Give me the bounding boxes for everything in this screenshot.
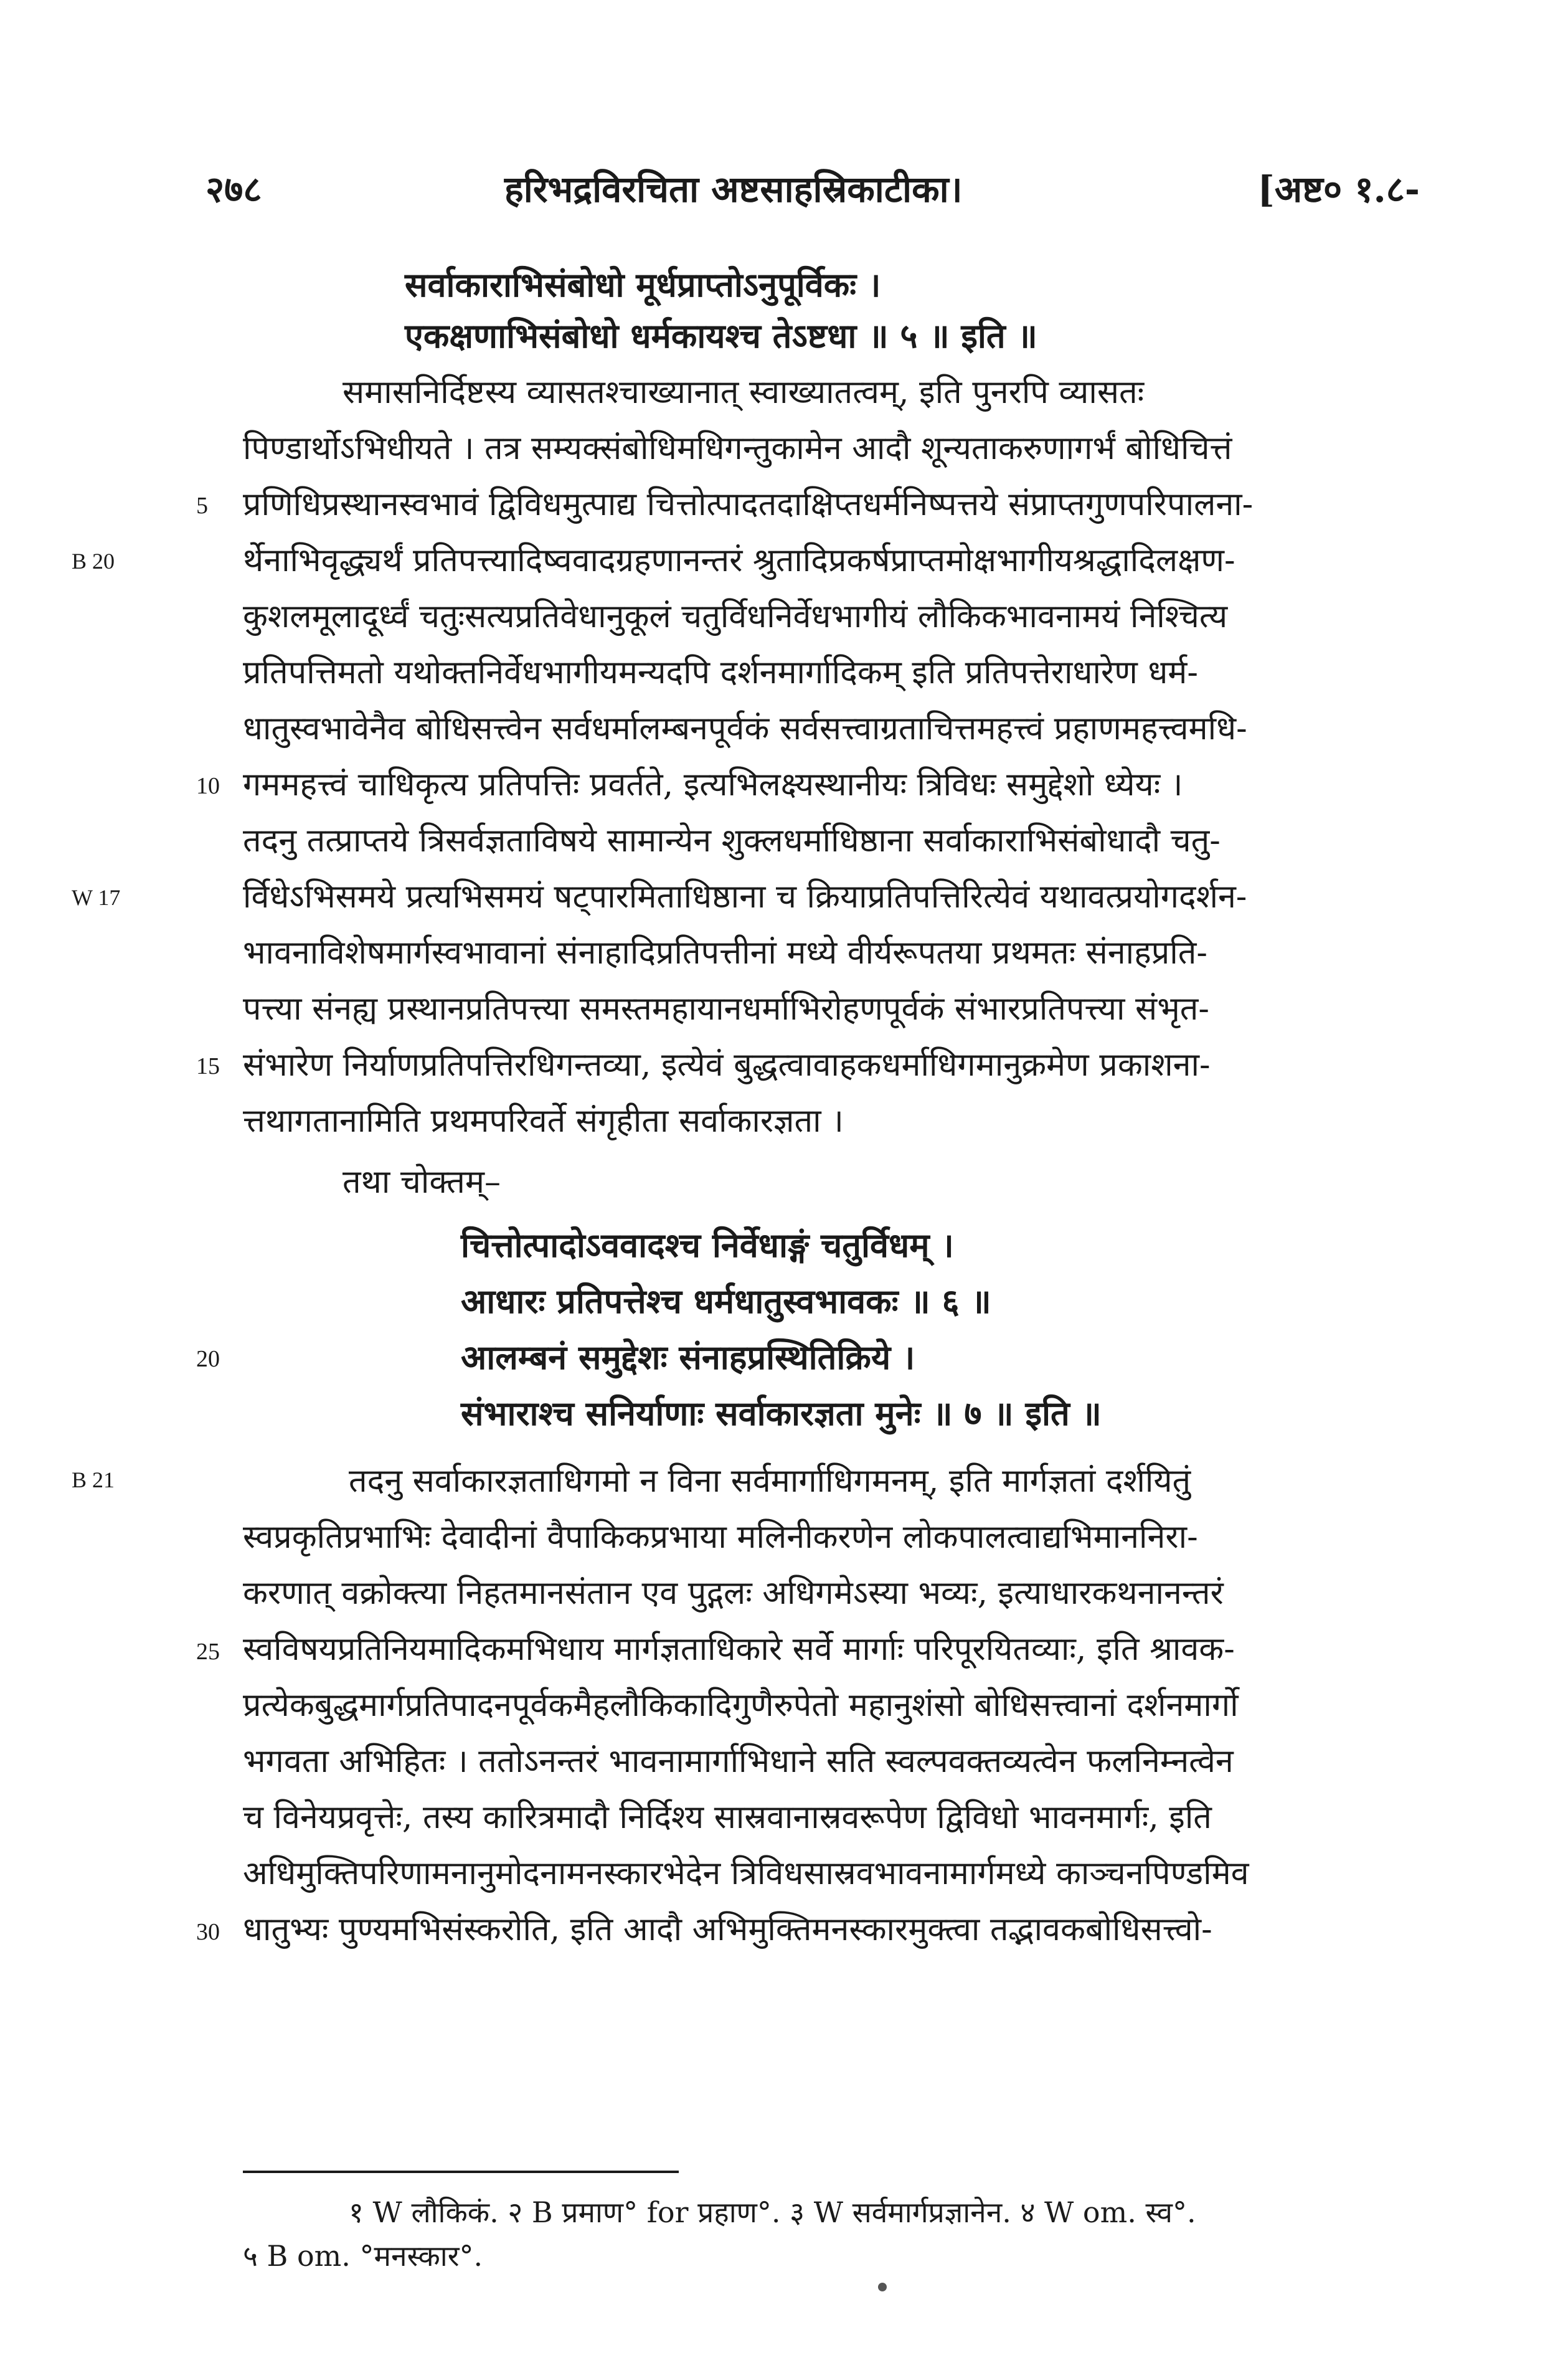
text-line: धातुभ्यः पुण्यमभिसंस्करोति, इति आदौ अभिमुक्तिमनस्कारमुक्त्वा तद्भावकबोधिसत्त्वो- — [243, 1911, 1212, 1948]
text-line: समासनिर्दिष्टस्य व्यासतश्चाख्यानात् स्वाख्यातत्वम्, इति पुनरपि व्यासतः — [342, 374, 1145, 411]
margin-reference: W 17 — [72, 885, 121, 910]
text-line: त्तथागतानामिति प्रथमपरिवर्ते संगृहीता सर्वाकारज्ञता । — [243, 1102, 844, 1140]
text-line: गममहत्त्वं चाधिकृत्य प्रतिपत्तिः प्रवर्तते, इत्यभिलक्ष्यस्थानीयः त्रिविधः समुद्देशो ध्येयः । — [243, 766, 1183, 803]
footnote-line: ५ B om. °मनस्कार°. — [243, 2239, 483, 2273]
ink-spot — [878, 2283, 887, 2291]
text-line: स्वप्रकृतिप्रभाभिः देवादीनां वैपाकिकप्रभाया मलिनीकरणेन लोकपालत्वाद्यभिमाननिरा- — [243, 1518, 1198, 1556]
verse-line: एकक्षणाभिसंबोधो धर्मकायश्च तेऽष्टधा ॥ ५ ॥ इति ॥ — [405, 316, 1037, 356]
text-line: पिण्डार्थोऽभिधीयते । तत्र सम्यक्संबोधिमधिगन्तुकामेन आदौ शून्यताकरुणागर्भं बोधिचित्तं — [243, 430, 1232, 467]
verse-line: सर्वाकाराभिसंबोधो मूर्धप्राप्तोऽनुपूर्विकः । — [405, 265, 881, 305]
text-line: च विनेयप्रवृत्तेः, तस्य कारित्रमादौ निर्दिश्य सास्रवानास्रवरूपेण द्विविधो भावनमार्गः, इति — [243, 1799, 1212, 1836]
quote-intro: तथा चोक्तम्– — [342, 1163, 501, 1201]
text-line: भगवता अभिहितः । ततोऽनन्तरं भावनामार्गाभिधाने सति स्वल्पवक्तव्यत्वेन फलनिम्नत्वेन — [243, 1743, 1234, 1780]
text-line: अधिमुक्तिपरिणामनानुमोदनामनस्कारभेदेन त्रिविधसास्रवभावनामार्गमध्ये काञ्चनपिण्डमिव — [243, 1855, 1249, 1892]
verse-line: संभाराश्च सनिर्याणाः सर्वाकारज्ञता मुनेः ॥ ७ ॥ इति ॥ — [461, 1393, 1102, 1433]
text-line: धातुस्वभावेनैव बोधिसत्त्वेन सर्वधर्मालम्बनपूर्वकं सर्वसत्त्वाग्रताचित्तमहत्त्वं प्रहाणमहत्त्वमधि- — [243, 710, 1247, 747]
footnote-line: १ W लौकिकं. २ B प्रमाण° for प्रहाण°. ३ W सर्वमार्गप्रज्ञानेन. ४ W om. स्व°. — [349, 2195, 1196, 2229]
text-line: भावनाविशेषमार्गस्वभावानां संनाहादिप्रतिपत्तीनां मध्ये वीर्यरूपतया प्रथमतः संनाहप्रति- — [243, 934, 1207, 972]
line-number: 20 — [196, 1346, 220, 1372]
margin-reference: B 20 — [72, 549, 115, 574]
line-number: 30 — [196, 1919, 220, 1945]
text-line: स्वविषयप्रतिनियमादिकमभिधाय मार्गज्ञताधिकारे सर्वे मार्गाः परिपूरयितव्याः, इति श्रावक- — [243, 1631, 1235, 1668]
text-line: र्विधेऽभिसमये प्रत्यभिसमयं षट्पारमिताधिष्ठाना च क्रियाप्रतिपत्तिरित्येवं यथावत्प्रयोगदर्शन- — [243, 878, 1247, 916]
text-line: संभारेण निर्याणप्रतिपत्तिरधिगन्तव्या, इत्येवं बुद्धत्वावाहकधर्माधिगमानुक्रमेण प्रकाशना- — [243, 1046, 1211, 1084]
section-reference: [अष्ट० १.८- — [1257, 168, 1420, 211]
text-line: करणात् वक्रोक्त्या निहतमानसंतान एव पुद्गलः अधिगमेऽस्या भव्यः, इत्याधारकथनानन्तरं — [243, 1575, 1224, 1612]
running-header — [205, 163, 1420, 213]
text-line: तदनु तत्प्राप्तये त्रिसर्वज्ञताविषये सामान्येन शुक्लधर्माधिष्ठाना सर्वाकाराभिसंबोधादौ चतु- — [243, 822, 1221, 860]
text-line: र्थेनाभिवृद्ध्यर्थं प्रतिपत्त्यादिष्ववादग्रहणानन्तरं श्रुतादिप्रकर्षप्राप्तमोक्षभागीयश्रद्धादिलक्षण- — [243, 542, 1235, 579]
page-number: २७८ — [205, 168, 262, 211]
text-line: तदनु सर्वाकारज्ञताधिगमो न विना सर्वमार्गाधिगमनम्, इति मार्गज्ञतां दर्शयितुं — [349, 1462, 1191, 1500]
line-number: 15 — [196, 1053, 220, 1079]
running-title: हरिभद्रविरचिता अष्टसाहस्रिकाटीका। — [504, 168, 963, 211]
line-number: 5 — [196, 493, 208, 519]
text-line: कुशलमूलादूर्ध्वं चतुःसत्यप्रतिवेधानुकूलं चतुर्विधनिर्वेधभागीयं लौकिकभावनामयं निश्चित्य — [243, 598, 1228, 635]
line-number: 25 — [196, 1639, 220, 1665]
verse-line: आधारः प्रतिपत्तेश्च धर्मधातुस्वभावकः ॥ ६ ॥ — [461, 1281, 991, 1321]
text-line: प्रणिधिप्रस्थानस्वभावं द्विविधमुत्पाद्य चित्तोत्पादतदाक्षिप्तधर्मनिष्पत्तये संप्राप्तगुणपरिपालना- — [243, 486, 1254, 523]
text-line: पत्त्या संनह्य प्रस्थानप्रतिपत्त्या समस्तमहायानधर्माभिरोहणपूर्वकं संभारप्रतिपत्त्या संभृत- — [243, 990, 1209, 1028]
footnote-rule — [243, 2171, 679, 2173]
verse-line: आलम्बनं समुद्देशः संनाहप्रस्थितिक्रिये । — [461, 1337, 915, 1377]
verse-line: चित्तोत्पादोऽववादश्च निर्वेधाङ्गं चतुर्विधम् । — [461, 1225, 954, 1265]
line-number: 10 — [196, 773, 220, 799]
text-line: प्रतिपत्तिमतो यथोक्तनिर्वेधभागीयमन्यदपि दर्शनमार्गादिकम् इति प्रतिपत्तेराधारेण धर्म- — [243, 654, 1198, 691]
text-line: प्रत्येकबुद्धमार्गप्रतिपादनपूर्वकमैहलौकिकादिगुणैरुपेतो महानुशंसो बोधिसत्त्वानां दर्शनमार्गो — [243, 1687, 1239, 1724]
margin-reference: B 21 — [72, 1467, 115, 1492]
